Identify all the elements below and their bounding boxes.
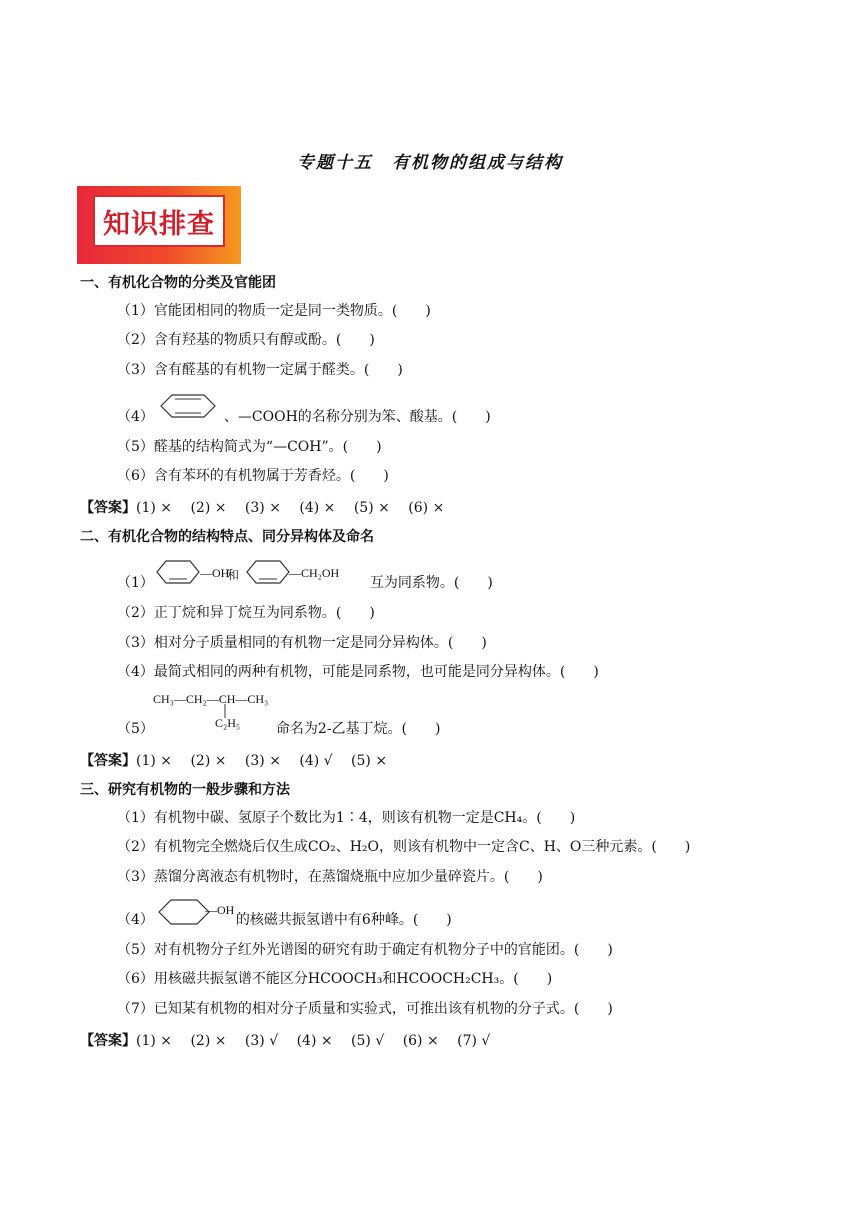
benzene-structure-icon (155, 393, 225, 419)
s3-question-2: （2）有机物完全燃烧后仅生成CO₂、H₂O，则该有机物中一定含C、H、O三种元素。( ) (117, 839, 691, 855)
s2-q5-suffix: 命名为2-乙基丁烷。( ) (275, 721, 441, 737)
s1-q4-suffix: 、—COOH的名称分别为笨、酸基。( ) (223, 409, 491, 425)
s2-answer (80, 750, 387, 770)
s3-question-1: （1）有机物中碳、氢原子个数比为1∶4，则该有机物一定是CH₄。( ) (117, 810, 576, 826)
section-2-heading: 二、有机化合物的结构特点、同分异构体及命名 (80, 529, 374, 545)
s3-question-5: （5）对有机物分子红外光谱图的研究有助于确定有机物分子中的官能团。( ) (117, 942, 613, 958)
s2-question-3: （3）相对分子质量相同的有机物一定是同分异构体。( ) (117, 635, 487, 651)
s2-answer-text: (1) × (2) × (3) × (4) √ (5) × (136, 753, 388, 769)
section-1-heading: 一、有机化合物的分类及官能团 (80, 275, 276, 291)
section-3-heading: 三、研究有机物的一般步骤和方法 (80, 782, 290, 798)
and-label: 和 (227, 568, 240, 582)
s1-answer-text: (1) × (2) × (3) × (4) × (5) × (6) × (136, 500, 445, 516)
page-title: 专题十五 有机物的组成与结构 (297, 153, 563, 173)
s2-question-2: （2）正丁烷和异丁烷互为同系物。( ) (117, 605, 375, 621)
answer-label: 【答案】 (80, 500, 136, 516)
phenol-oh-label: —OH (200, 566, 230, 580)
badge-text: 知识排查 (103, 208, 215, 240)
butane-chain-formula: CH₃—CH₂—CH—CH₃ (153, 692, 269, 706)
ethyl-branch-formula: C₂H₅ (215, 716, 241, 730)
s1-q4-prefix: （4） (117, 409, 154, 425)
s1-question-1: （1）官能团相同的物质一定是同一类物质。( ) (117, 303, 431, 319)
s2-question-4: （4）最简式相同的两种有机物，可能是同系物，也可能是同分异构体。( ) (117, 664, 599, 680)
cyclohexanol-oh-label: —OH (205, 903, 235, 917)
benzyl-ring-icon (243, 559, 295, 585)
badge-inner (93, 195, 225, 247)
s3-q4-suffix: 的核磁共振氢谱中有6种峰。( ) (235, 912, 452, 928)
phenol-ring-icon (153, 559, 205, 585)
s3-answer (80, 1030, 490, 1050)
answer-label: 【答案】 (80, 1033, 136, 1049)
s2-q5-prefix: （5） (117, 721, 154, 737)
s3-question-4 (117, 911, 452, 929)
s1-answer (80, 497, 444, 517)
s3-question-7: （7）已知某有机物的相对分子质量和实验式，可推出该有机物的分子式。( ) (117, 1001, 613, 1017)
answer-label: 【答案】 (80, 753, 136, 769)
s1-question-5: （5）醛基的结构简式为“—COH”。( ) (117, 439, 382, 455)
s3-answer-text: (1) × (2) × (3) √ (4) × (5) √ (6) × (7) √ (136, 1033, 491, 1049)
s2-q1-prefix: （1） (117, 575, 154, 591)
s2-question-5 (117, 720, 440, 738)
s1-question-3: （3）含有醛基的有机物一定属于醛类。( ) (117, 362, 403, 378)
s3-q4-prefix: （4） (117, 912, 154, 928)
s3-question-6: （6）用核磁共振氢谱不能区分HCOOCH₃和HCOOCH₂CH₃。( ) (117, 971, 553, 987)
s2-q1-suffix: 互为同系物。( ) (369, 575, 493, 591)
s3-question-3: （3）蒸馏分离液态有机物时，在蒸馏烧瓶中应加少量碎瓷片。( ) (117, 869, 543, 885)
s1-question-2: （2）含有羟基的物质只有醇或酚。( ) (117, 332, 375, 348)
benzyl-ch2oh-label: —CH₂OH (289, 566, 340, 580)
section-badge (77, 186, 241, 264)
s1-question-6: （6）含有苯环的有机物属于芳香烃。( ) (117, 468, 389, 484)
